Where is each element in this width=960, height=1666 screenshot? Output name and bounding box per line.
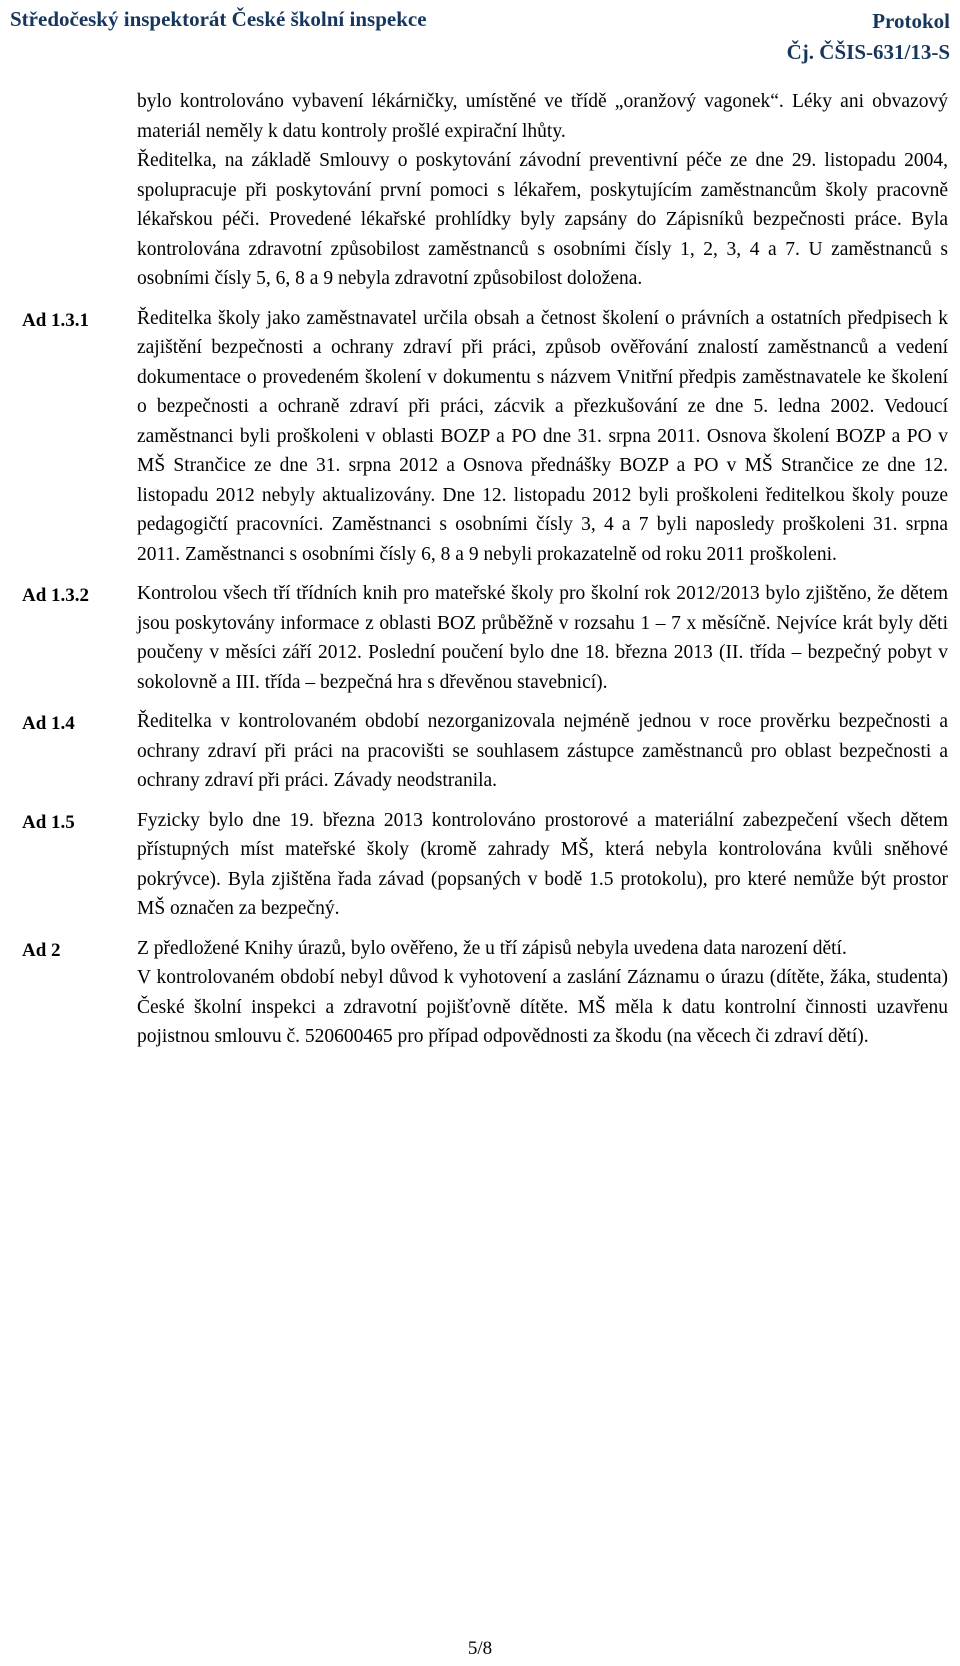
section-text — [137, 87, 948, 294]
header-reference-number: Čj. ČŠIS-631/13-S — [786, 40, 950, 64]
paragraph: Fyzicky bylo dne 19. března 2013 kontrolováno prostorové a materiální zabezpečení všech dětem přístupných míst mateřské školy (kromě zahrady MŠ, která nebyla kontrolována kvůli sněhové pokrývce). Byla zjištěna řada závad (popsaných v bodě 1.5 protokolu), pro které nemůže být prostor MŠ označen za bezpečný. — [137, 809, 948, 919]
section-ad-1-4 — [22, 707, 948, 796]
section-label: Ad 1.3.2 — [22, 585, 90, 606]
section-label: Ad 1.4 — [22, 713, 75, 734]
paragraph: Kontrolou všech tří třídních knih pro mateřské školy pro školní rok 2012/2013 bylo zjištěno, že dětem jsou poskytovány informace z oblasti BOZ průběžně v rozsahu 1 – 7 x měsíčně. Nejvíce krát byly děti poučeny v měsíci září 2012. Poslední poučení bylo dne 18. března 2013 (II. třída – bezpečný pobyt v sokolovně a III. třída – bezpečná hra s dřevěnou stavebnicí). — [137, 583, 948, 693]
header-organization: Středočeský inspektorát České školní inspekce — [10, 7, 427, 31]
section-ad-1-3-2 — [22, 579, 948, 697]
section-text — [137, 707, 948, 796]
page-number: 5/8 — [467, 1638, 493, 1659]
paragraph: Ředitelka, na základě Smlouvy o poskytování závodní preventivní péče ze dne 29. listopadu 2004, spolupracuje při poskytování první pomoci s lékařem, poskytujícím zaměstnancům školy pracovně lékařskou péči. Provedené lékařské prohlídky byly zapsány do Zápisníků bezpečnosti práce. Byla kontrolována zdravotní způsobilost zaměstnanců s osobními čísly 1, 2, 3, 4 a 7. U zaměstnanců s osobními čísly 5, 6, 8 a 9 nebyla zdravotní způsobilost doložena. — [137, 150, 948, 289]
section-text — [137, 806, 948, 924]
section-ad-2 — [22, 934, 948, 1052]
paragraph: Ředitelka školy jako zaměstnavatel určila obsah a četnost školení o právních a ostatních předpisech k zajištění bezpečnosti a ochrany zdraví při práci, způsob ověřování znalostí zaměstnanců a vedení dokumentace o provedeném školení v dokumentu s názvem Vnitřní předpis zaměstnavatele ke školení o bezpečnosti a ochraně zdraví při práci, zácvik a přezkušování ze dne 5. ledna 2002. Vedoucí zaměstnanci byli proškoleni v oblasti BOZP a PO dne 31. srpna 2011. Osnova školení BOZP a PO v MŠ Strančice ze dne 31. srpna 2012 a Osnova přednášky BOZP a PO v MŠ Strančice ze dne 12. listopadu 2012 nebyly aktualizovány. Dne 12. listopadu 2012 byli proškoleni ředitelkou školy pouze pedagogičtí pracovníci. Zaměstnanci s osobními čísly 3, 4 a 7 byli naposledy proškoleni 31. srpna 2011. Zaměstnanci s osobními čísly 6, 8 a 9 nebyli prokazatelně od roku 2011 proškoleni. — [137, 307, 948, 565]
section-label — [22, 87, 137, 294]
document-body — [22, 87, 948, 1052]
section-continuation — [22, 87, 948, 294]
section-label: Ad 2 — [22, 939, 61, 961]
section-text — [137, 304, 948, 570]
section-text — [137, 579, 948, 697]
section-label: Ad 1.5 — [22, 811, 75, 833]
paragraph: bylo kontrolováno vybavení lékárničky, umístěné ve třídě „oranžový vagonek“. Léky ani obvazový materiál neměly k datu kontroly prošlé expirační lhůty. — [137, 91, 948, 142]
section-ad-1-5 — [22, 806, 948, 924]
section-text — [137, 934, 948, 1052]
header-right — [787, 6, 950, 68]
section-ad-1-3-1 — [22, 304, 948, 570]
paragraph: Z předložené Knihy úrazů, bylo ověřeno, že u tří zápisů nebyla uvedena data narození dětí. — [137, 937, 847, 959]
section-label: Ad 1.3.1 — [22, 309, 90, 331]
header-document-type: Protokol — [872, 9, 950, 33]
paragraph: V kontrolovaném období nebyl důvod k vyhotovení a zaslání Záznamu o úrazu (dítěte, žáka, studenta) České školní inspekci a zdravotní pojišťovně dítěte. MŠ měla k datu kontrolní činnosti uzavřenu pojistnou smlouvu č. 520600465 pro případ odpovědnosti za škodu (na věcech či zdraví dětí). — [137, 967, 948, 1047]
paragraph: Ředitelka v kontrolovaném období nezorganizovala nejméně jednou v roce prověrku bezpečnosti a ochrany zdraví při práci na pracovišti se souhlasem zástupce zaměstnanců pro oblast bezpečnosti a ochrany zdraví při práci. Závady neodstranila. — [137, 711, 948, 791]
